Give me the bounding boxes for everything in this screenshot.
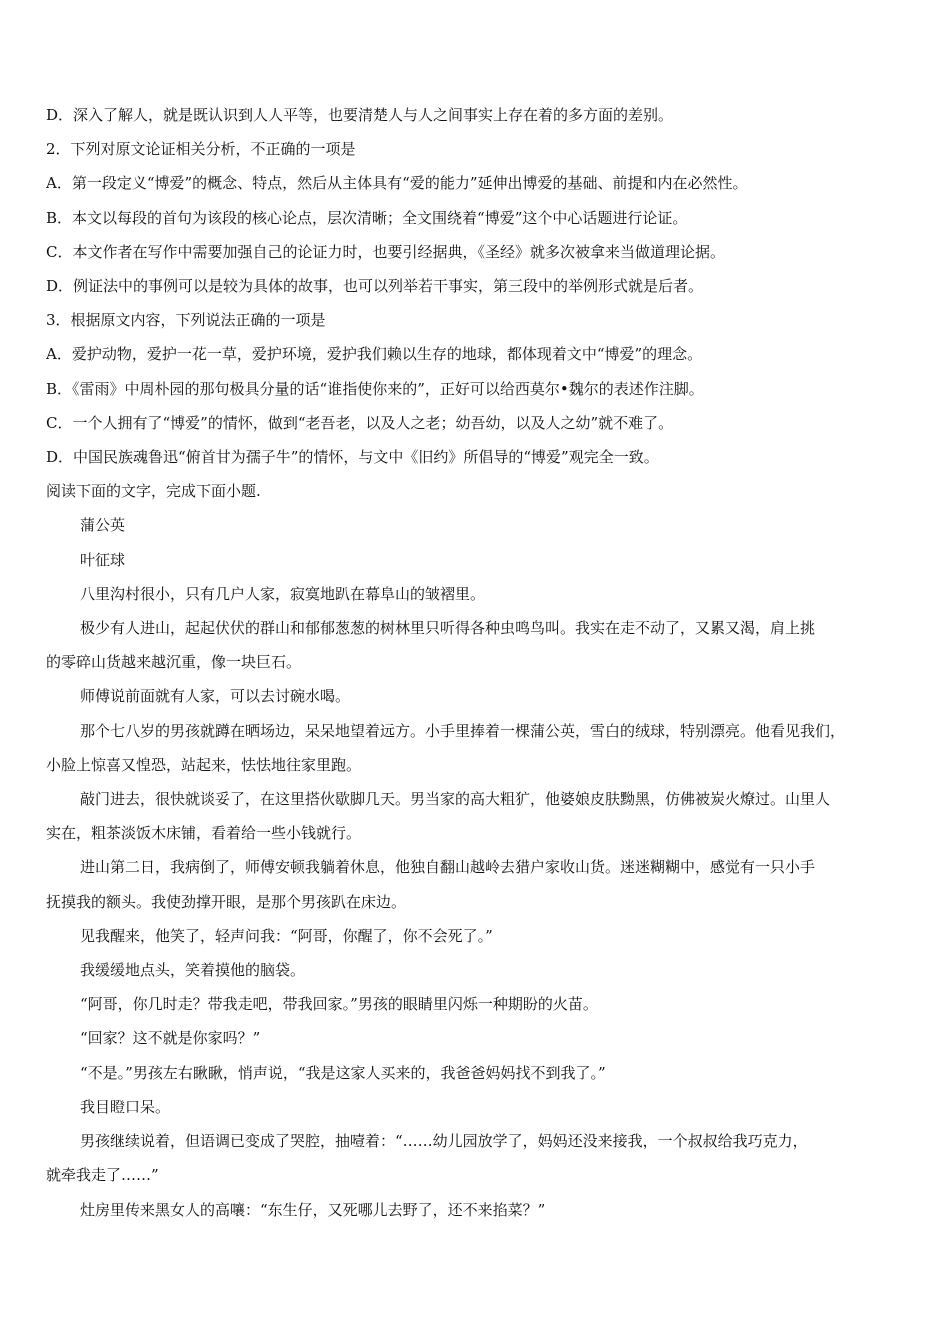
text-line: D．中国民族魂鲁迅“俯首甘为孺子牛”的情怀，与文中《旧约》所倡导的“博爱”观完全一致。 [46,448,659,467]
text-line: A．爱护动物，爱护一花一草，爱护环境，爱护我们赖以生存的地球，都体现着文中“博爱”的理念。 [46,345,703,364]
text-line: 抚摸我的额头。我使劲撑开眼，是那个男孩趴在床边。 [46,892,407,911]
text-line: 蒲公英 [80,516,126,535]
text-line: 我缓缓地点头，笑着摸他的脑袋。 [80,961,306,980]
document-page [46,98,908,1227]
text-line: C．一个人拥有了“博爱”的情怀，做到“老吾老，以及人之老；幼吾幼，以及人之幼”就不难了。 [46,413,674,432]
text-line: 叶征球 [80,550,126,569]
text-line: A．第一段定义“博爱”的概念、特点，然后从主体具有“爱的能力”延伸出博爱的基础、前提和内在必然性。 [46,174,748,193]
text-line: “回家？这不就是你家吗？” [80,1029,261,1048]
text-line: 进山第二日，我病倒了，师傅安顿我躺着休息，他独自翻山越岭去猎户家收山货。迷迷糊糊中，感觉有一只小手 [80,858,816,877]
text-line: 见我醒来，他笑了，轻声问我：“阿哥，你醒了，你不会死了。” [80,926,493,945]
text-line: 我目瞪口呆。 [80,1097,171,1116]
text-line: “不是。”男孩左右瞅瞅，悄声说，“我是这家人买来的，我爸爸妈妈找不到我了。” [80,1063,606,1082]
text-line: 灶房里传来黑女人的高嚷：“东生仔，又死哪儿去野了，还不来掐菜？” [80,1200,546,1219]
text-line: 的零碎山货越来越沉重，像一块巨石。 [46,653,302,672]
text-line: 八里沟村很小，只有几户人家，寂寞地趴在幕阜山的皱褶里。 [80,584,486,603]
text-line: 师傅说前面就有人家，可以去讨碗水喝。 [80,687,351,706]
text-line: 男孩继续说着，但语调已变成了哭腔，抽噎着：“……幼儿园放学了，妈妈还没来接我，一个叔叔给我巧克力， [80,1132,808,1151]
text-line: 敲门进去，很快就谈妥了，在这里搭伙歇脚几天。男当家的高大粗犷，他婆娘皮肤黝黑，仿佛被炭火燎过。山里人 [80,790,831,809]
text-line: “阿哥，你几时走？带我走吧，带我回家。”男孩的眼睛里闪烁一种期盼的火苗。 [80,995,598,1014]
text-line: 阅读下面的文字，完成下面小题. [46,482,261,501]
text-line: 极少有人进山，起起伏伏的群山和郁郁葱葱的树林里只听得各种虫鸣鸟叫。我实在走不动了，又累又渴，肩上挑 [80,619,816,638]
text-line: 3．根据原文内容，下列说法正确的一项是 [46,311,326,330]
text-line: B．《雷雨》中周朴园的那句极具分量的话“谁指使你来的”，正好可以给西莫尔•魏尔的表述作注脚。 [46,379,704,398]
text-line: C．本文作者在写作中需要加强自己的论证力时，也要引经据典，《圣经》就多次被拿来当做道理论据。 [46,242,725,261]
text-line: D．深入了解人，就是既认识到人人平等，也要清楚人与人之间事实上存在着的多方面的差别。 [46,106,674,124]
text-line: B．本文以每段的首句为该段的核心论点，层次清晰；全文围绕着“博爱”这个中心话题进行论证。 [46,208,688,227]
text-line: 那个七八岁的男孩就蹲在晒场边，呆呆地望着远方。小手里捧着一棵蒲公英，雪白的绒球，特别漂亮。他看见我们， [80,721,846,740]
text-line: 实在，粗茶淡饭木床铺，看着给一些小钱就行。 [46,824,362,843]
text-line: 就牵我走了……” [46,1166,159,1185]
text-line: D．例证法中的事例可以是较为具体的故事，也可以列举若干事实，第三段中的举例形式就是后者。 [46,277,704,296]
text-line: 2．下列对原文论证相关分析，不正确的一项是 [46,140,356,159]
text-line: 小脸上惊喜又惶恐，站起来，怯怯地往家里跑。 [46,755,362,774]
